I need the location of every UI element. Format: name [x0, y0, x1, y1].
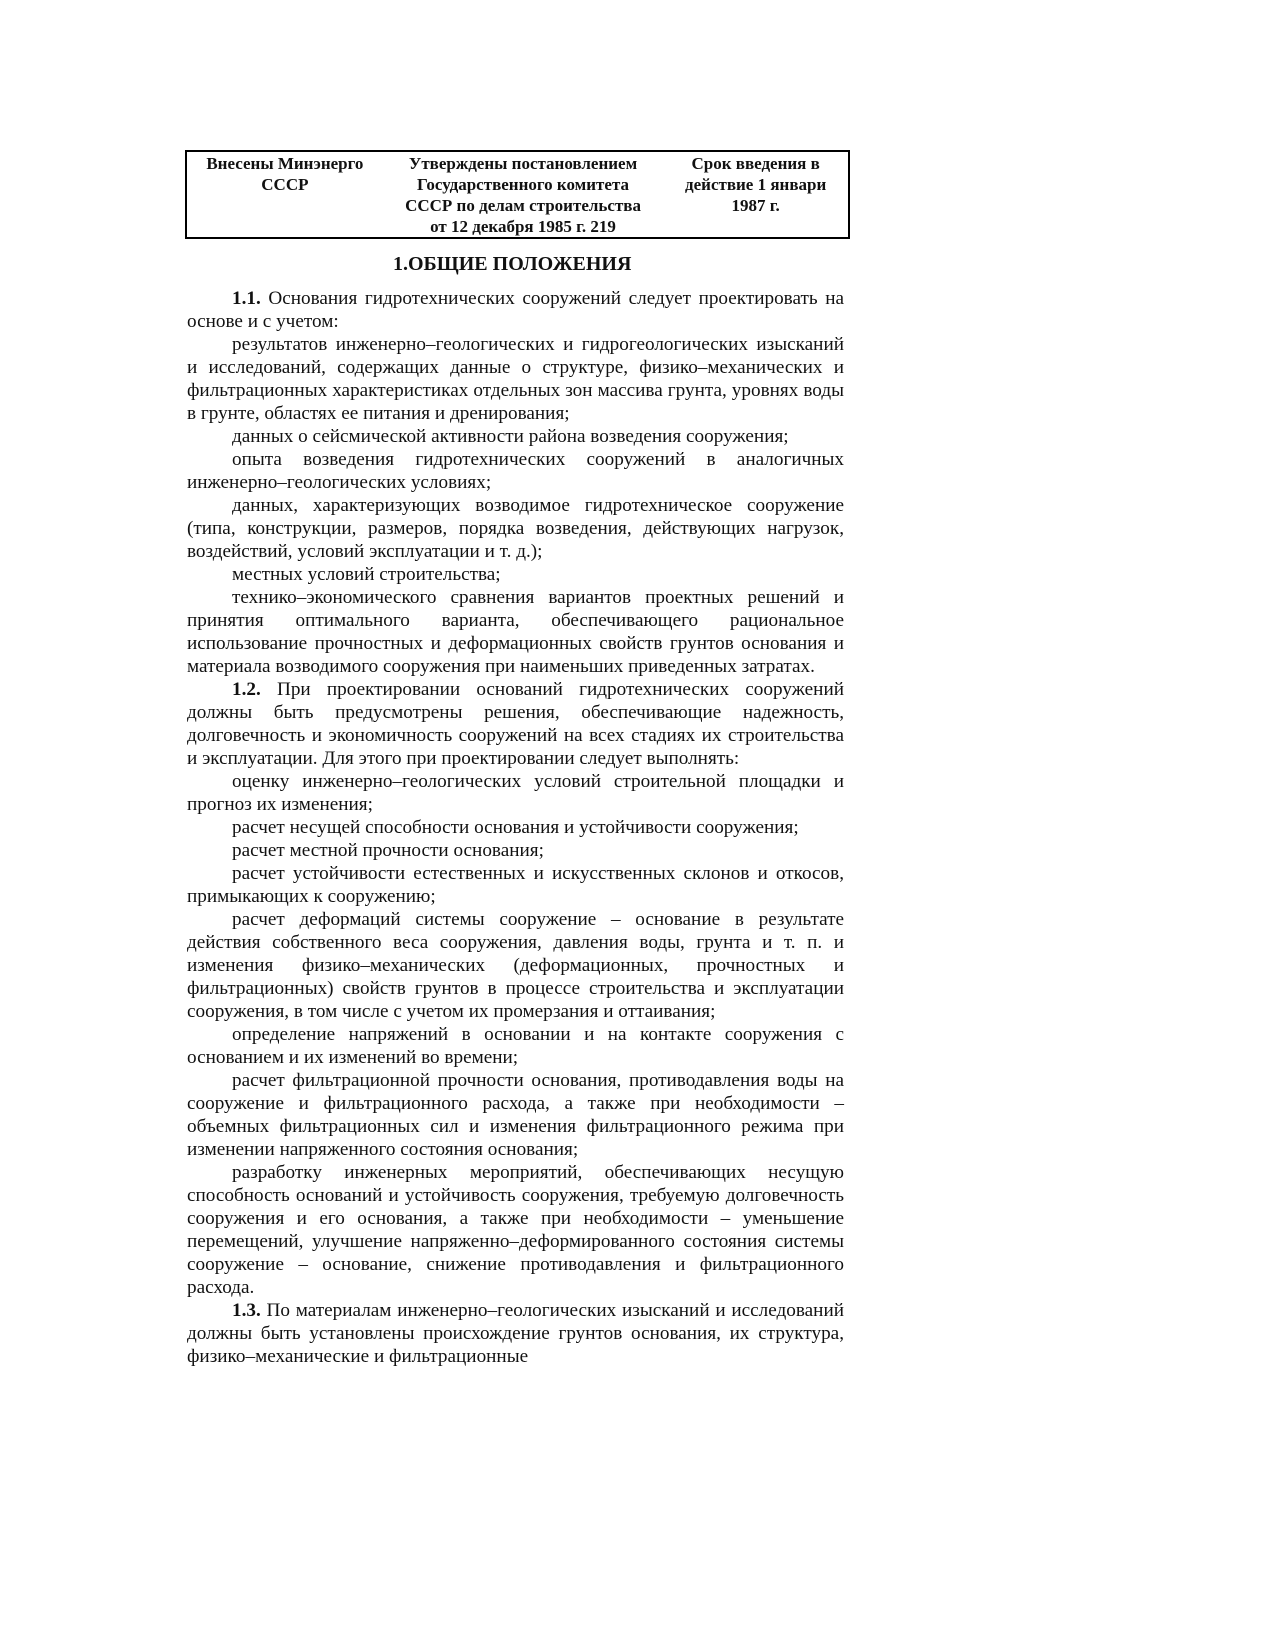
header-table [185, 150, 850, 239]
header-row [186, 151, 849, 238]
paragraph [187, 333, 844, 425]
paragraph-text: По материалам инженерно–геологических изысканий и исследований должны быть установлены происхождение грунтов основания, их структура, физико–механические и фильтрационные [187, 1300, 844, 1367]
paragraph [187, 448, 844, 494]
paragraph-text: данных, характеризующих возводимое гидротехническое сооружение (типа, конструкции, размеров, порядка возведения, действующих нагрузок, воздействий, условий эксплуатации и т. д.); [187, 495, 844, 562]
paragraph [187, 494, 844, 563]
paragraph-text: оценку инженерно–геологических условий строительной площадки и прогноз их изменения; [187, 771, 844, 815]
paragraph-text: расчет местной прочности основания; [232, 840, 544, 861]
paragraph [187, 425, 844, 448]
effective-date-cell [663, 151, 849, 238]
cell-line: от 12 декабря 1985 г. 219 [430, 217, 616, 236]
cell-line: действие 1 январи [685, 175, 827, 194]
paragraph [187, 1069, 844, 1161]
cell-line: СССР [261, 175, 309, 194]
paragraph [187, 908, 844, 1023]
cell-line: Утверждены постановлением [408, 154, 638, 173]
paragraph-text: определение напряжений в основании и на контакте сооружения с основанием и их изменений во времени; [187, 1024, 844, 1068]
paragraph-text: расчет несущей способности основания и устойчивости сооружения; [232, 817, 799, 838]
paragraph-text: технико–экономического сравнения вариантов проектных решений и принятия оптимального варианта, обеспечивающего рациональное использование прочностных и деформационных свойств грунтов основания и материала возводимого сооружения при наименьших приведенных затратах. [187, 587, 844, 677]
cell-line: СССР по делам строительства [405, 196, 641, 215]
cell-line: 1987 г. [731, 196, 780, 215]
paragraph-text: При проектировании оснований гидротехнических сооружений должны быть предусмотрены решения, обеспечивающие надежность, долговечность и экономичность сооружений на всех стадиях их строительства и эксплуатации. Для этого при проектировании следует выполнять: [187, 679, 844, 769]
clause-number: 1.3. [232, 1300, 261, 1321]
clause-number: 1.2. [232, 679, 261, 700]
paragraph-text: местных условий строительства; [232, 564, 501, 585]
cell-line: Государственного комитета [417, 175, 630, 194]
paragraph-text: результатов инженерно–геологических и гидрогеологических изысканий и исследований, содержащих данные о структуре, физико–механических и фильтрационных характеристиках отдельных зон массива грунта, уровнях воды в грунте, областях ее питания и дренирования; [187, 334, 844, 424]
paragraph [187, 563, 844, 586]
body-text [187, 287, 844, 1368]
document-page [187, 150, 844, 1368]
paragraph-text: Основания гидротехнических сооружений следует проектировать на основе и с учетом: [187, 288, 844, 332]
paragraph [187, 770, 844, 816]
paragraph [187, 816, 844, 839]
cell-line: Срок введения в [691, 154, 820, 173]
paragraph [187, 862, 844, 908]
approved-by-cell [383, 151, 664, 238]
paragraph [187, 1161, 844, 1299]
submitted-by-cell [186, 151, 383, 238]
paragraph-text: опыта возведения гидротехнических сооружений в аналогичных инженерно–геологических условиях; [187, 449, 844, 493]
paragraph [187, 287, 844, 333]
paragraph [187, 1299, 844, 1368]
paragraph-text: данных о сейсмической активности района возведения сооружения; [232, 426, 789, 447]
paragraph [187, 1023, 844, 1069]
paragraph [187, 586, 844, 678]
section-title: 1.ОБЩИЕ ПОЛОЖЕНИЯ [393, 253, 632, 275]
paragraph-text: расчет фильтрационной прочности основания, противодавления воды на сооружение и фильтрационного расхода, а также при необходимости – объемных фильтрационных сил и изменения фильтрационного режима при изменении напряженного состояния основания; [187, 1070, 844, 1160]
paragraph-text: разработку инженерных мероприятий, обеспечивающих несущую способность оснований и устойчивость сооружения, требуемую долговечность сооружения и его основания, а также при необходимости – уменьшение перемещений, улучшение напряженно–деформированного состояния системы сооружение – основание, снижение противодавления и фильтрационного расхода. [187, 1162, 844, 1298]
cell-line: Внесены Минэнерго [206, 154, 364, 173]
paragraph [187, 839, 844, 862]
clause-number: 1.1. [232, 288, 261, 309]
paragraph-text: расчет деформаций системы сооружение – основание в результате действия собственного веса сооружения, давления воды, грунта и т. п. и изменения физико–механических (деформационных, прочностных и фильтрационных) свойств грунтов в процессе строительства и эксплуатации сооружения, в том числе с учетом их промерзания и оттаивания; [187, 909, 844, 1022]
paragraph-text: расчет устойчивости естественных и искусственных склонов и откосов, примыкающих к сооружению; [187, 863, 844, 907]
paragraph [187, 678, 844, 770]
